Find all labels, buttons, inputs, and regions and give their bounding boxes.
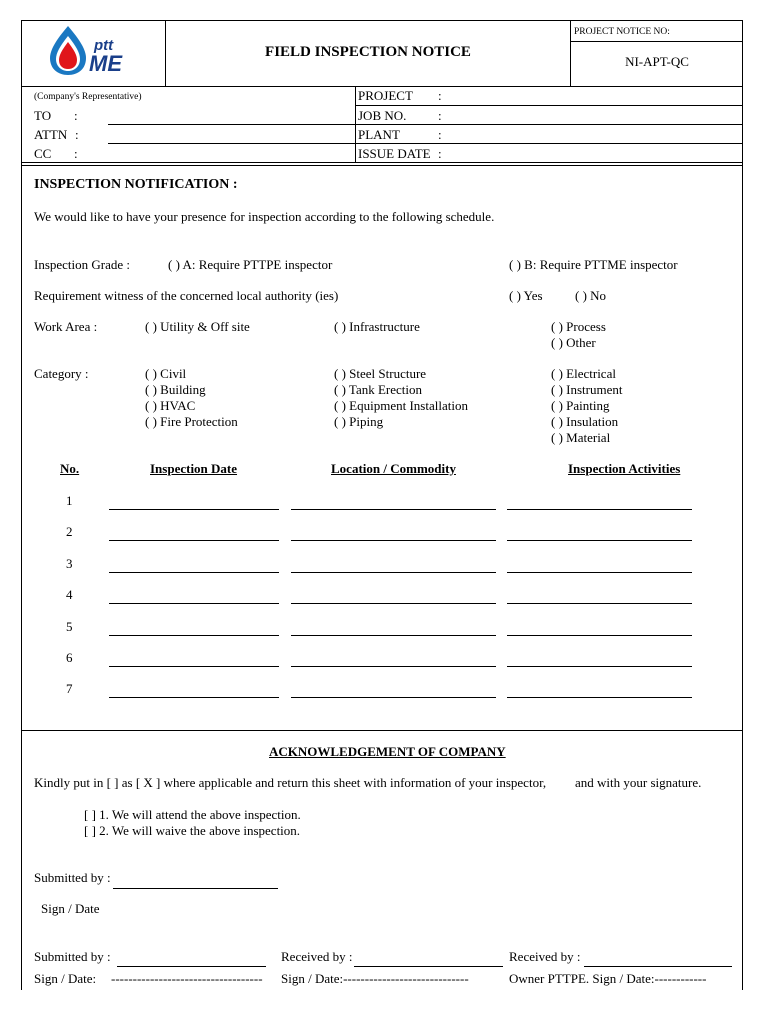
inspection-date-line[interactable] [109, 666, 279, 667]
col-header-activities: Inspection Activities [568, 461, 681, 476]
location-line[interactable] [291, 572, 496, 573]
info-line-right-3 [355, 143, 743, 144]
category-civil-checkbox[interactable]: ( ) Civil [145, 366, 187, 381]
row-number: 4 [66, 587, 73, 603]
category-fire-protection-checkbox[interactable]: ( ) Fire Protection [145, 414, 238, 429]
project-notice-label: PROJECT NOTICE NO: [574, 27, 670, 37]
work-area-label: Work Area : [34, 319, 98, 334]
witness-label: Requirement witness of the concerned local authority (ies) [34, 288, 339, 303]
inspection-date-line[interactable] [109, 603, 279, 604]
to-colon: : [74, 108, 78, 123]
plant-colon: : [438, 127, 442, 142]
submitted-by-label: Submitted by : [34, 870, 111, 885]
ack-instruction-end: and with your signature. [575, 775, 702, 790]
category-material-checkbox[interactable]: ( ) Material [551, 430, 611, 445]
ack-divider [21, 730, 743, 731]
ack-instruction: Kindly put in [ ] as [ X ] where applicable and return this sheet with information of your inspector, [34, 775, 547, 790]
col-header-location: Location / Commodity [331, 461, 456, 476]
col-header-inspection-date: Inspection Date [150, 461, 238, 476]
issue-date-colon: : [438, 146, 442, 161]
activities-line[interactable] [507, 635, 692, 636]
activities-line[interactable] [507, 509, 692, 510]
row-number: 2 [66, 524, 73, 540]
row-number: 7 [66, 681, 73, 697]
job-colon: : [438, 108, 442, 123]
work-area-utility-checkbox[interactable]: ( ) Utility & Off site [145, 319, 250, 334]
category-tank-erection-checkbox[interactable]: ( ) Tank Erection [334, 382, 423, 397]
witness-no-checkbox[interactable]: ( ) No [575, 288, 607, 303]
grade-b-checkbox[interactable]: ( ) B: Require PTTME inspector [509, 257, 678, 272]
sign-date-1-label: Sign / Date: [34, 971, 97, 986]
witness-yes-checkbox[interactable]: ( ) Yes [509, 288, 543, 303]
location-line[interactable] [291, 540, 496, 541]
location-line[interactable] [291, 509, 496, 510]
category-electrical-checkbox[interactable]: ( ) Electrical [551, 366, 616, 381]
inspection-date-line[interactable] [109, 572, 279, 573]
project-notice-value: NI-APT-QC [625, 54, 689, 69]
sign-date-1-dashes: ----------------------------------- [111, 971, 263, 986]
category-piping-checkbox[interactable]: ( ) Piping [334, 414, 384, 429]
cc-label: CC [34, 146, 52, 161]
company-logo [46, 24, 136, 76]
job-label: JOB NO. [358, 108, 407, 123]
row-number: 6 [66, 650, 73, 665]
activities-line[interactable] [507, 697, 692, 698]
activities-line[interactable] [507, 540, 692, 541]
to-label: TO [34, 108, 52, 123]
ack-option-attend[interactable]: [ ] 1. We will attend the above inspection. [84, 807, 301, 822]
category-label: Category : [34, 366, 89, 381]
received-by-1-line[interactable] [354, 966, 503, 967]
svg-text:ME: ME [89, 51, 122, 76]
location-line[interactable] [291, 635, 496, 636]
inspection-date-line[interactable] [109, 509, 279, 510]
category-hvac-checkbox[interactable]: ( ) HVAC [145, 398, 196, 413]
row-number: 1 [66, 493, 73, 508]
inspection-date-line[interactable] [109, 697, 279, 698]
project-label: PROJECT [358, 88, 413, 103]
owner-sign-date-label: Owner PTTPE. Sign / Date:------------ [509, 971, 707, 986]
work-area-other-checkbox[interactable]: ( ) Other [551, 335, 596, 350]
row-number: 5 [66, 618, 73, 634]
attn-label: ATTN [34, 127, 68, 142]
category-steel-structure-checkbox[interactable]: ( ) Steel Structure [334, 366, 427, 381]
submitted-by-line[interactable] [113, 888, 278, 889]
sign-date-label: Sign / Date [41, 901, 100, 916]
notification-heading: INSPECTION NOTIFICATION : [34, 177, 238, 192]
header-bottom-line [21, 86, 743, 87]
location-line[interactable] [291, 603, 496, 604]
activities-line[interactable] [507, 572, 692, 573]
category-equipment-installation-checkbox[interactable]: ( ) Equipment Installation [334, 398, 468, 413]
info-bottom-line-1 [21, 162, 743, 163]
plant-label: PLANT [358, 127, 400, 142]
row-number: 3 [66, 555, 73, 571]
category-insulation-checkbox[interactable]: ( ) Insulation [551, 414, 619, 429]
category-building-checkbox[interactable]: ( ) Building [145, 382, 206, 397]
inspection-date-line[interactable] [109, 635, 279, 636]
received-by-1-label: Received by : [281, 949, 353, 964]
info-bottom-line-2 [21, 165, 743, 166]
received-by-2-line[interactable] [584, 966, 732, 967]
submitted-by-2-label: Submitted by : [34, 949, 111, 964]
sign-date-2-label: Sign / Date:----------------------------- [281, 971, 469, 986]
form-title: FIELD INSPECTION NOTICE [265, 44, 471, 60]
company-rep-label: (Company's Representative) [34, 92, 142, 102]
attn-field-line[interactable] [108, 143, 355, 144]
category-painting-checkbox[interactable]: ( ) Painting [551, 398, 610, 413]
submitted-by-2-line[interactable] [117, 966, 266, 967]
svg-text:ptt: ptt [94, 37, 114, 54]
header-divider-right [570, 20, 571, 86]
activities-line[interactable] [507, 666, 692, 667]
inspection-date-line[interactable] [109, 540, 279, 541]
grade-label: Inspection Grade : [34, 257, 131, 272]
work-area-process-checkbox[interactable]: ( ) Process [551, 319, 606, 334]
grade-a-checkbox[interactable]: ( ) A: Require PTTPE inspector [168, 257, 333, 272]
cc-colon: : [74, 146, 78, 161]
col-header-no: No. [60, 461, 80, 476]
received-by-2-label: Received by : [509, 949, 581, 964]
notice-label-line [570, 41, 743, 42]
project-colon: : [438, 88, 442, 103]
to-field-line[interactable] [108, 124, 355, 125]
activities-line[interactable] [507, 603, 692, 604]
category-instrument-checkbox[interactable]: ( ) Instrument [551, 382, 623, 397]
issue-date-label: ISSUE DATE [358, 146, 431, 161]
work-area-infrastructure-checkbox[interactable]: ( ) Infrastructure [334, 319, 420, 334]
notification-intro: We would like to have your presence for inspection according to the following schedule. [34, 209, 495, 224]
location-line[interactable] [291, 697, 496, 698]
ack-heading: ACKNOWLEDGEMENT OF COMPANY [269, 744, 506, 759]
location-line[interactable] [291, 666, 496, 667]
ack-option-waive[interactable]: [ ] 2. We will waive the above inspection. [84, 823, 301, 838]
info-line-right-1 [355, 105, 743, 106]
attn-colon: : [75, 127, 79, 142]
info-line-right-2 [355, 124, 743, 125]
